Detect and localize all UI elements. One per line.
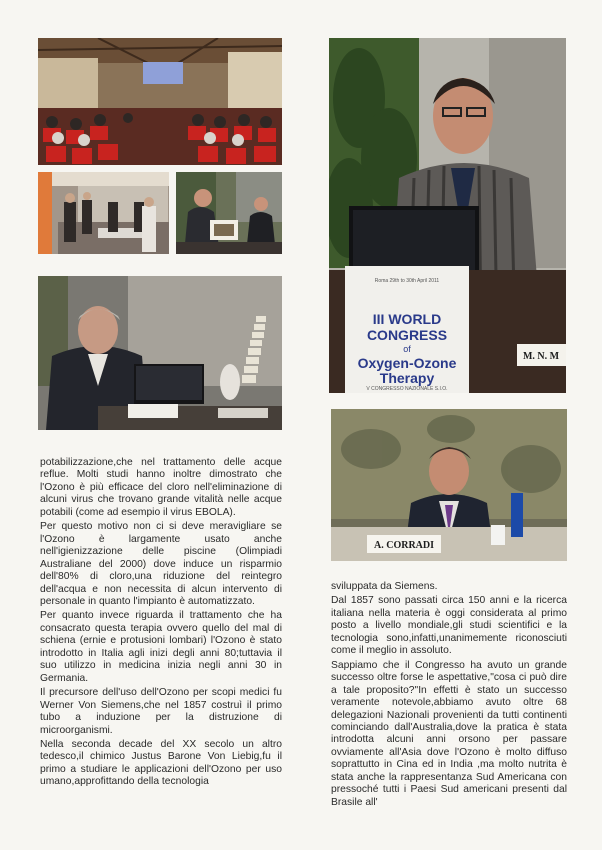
article-column-left [40, 457, 282, 789]
article-paragraph: Per questo motivo non ci si deve meravigliare se l'Ozono è largamente usato anche nell'igienizzazione delle piscine (Olimpiadi Australiane del 2000) dove induce un risparmio dell'80% di cloro,una riduzione del reintegro dell'acqua e non necessita di alcun intervento di personale in quanto l'impianto è automatizzato. [40, 521, 282, 607]
banner-line5: Therapy [379, 370, 435, 386]
corradi-nameplate: A. CORRADI [374, 540, 434, 551]
banner-line6: V CONGRESSO NAZIONALE S.I.O. [366, 386, 448, 392]
photo-speaker-corradi [331, 409, 567, 561]
article-paragraph: Il precursore dell'uso dell'Ozono per scopi medici fu Werner Von Siemens,che nel 1857 costruì il primo tubo a induzione per la distruzione di microorganismi. [40, 687, 282, 736]
banner-dates: Roma 29th to 30th April 2011 [374, 278, 440, 284]
banner-line2: CONGRESS [366, 327, 448, 343]
article-paragraph: potabilizzazione,che nel trattamento delle acque reflue. Molti studi hanno inoltre dimostrato che l'Ozono è più efficace del cloro nell'eliminazione di alcuni virus che trovano grande vitalità nelle acque potabili (come ad esempio il virus EBOLA). [40, 457, 282, 518]
banner-line1: III WORLD [372, 311, 442, 327]
photo-award-presentation [176, 172, 282, 254]
banner-line3: of [403, 344, 411, 354]
article-paragraph: Sappiamo che il Congresso ha avuto un grande successo oltre forse le aspettative,"cosa ci può dire a tale proposito?"In effetti è stato un successo veramente notevole,abbiamo avuto oltre 68 delegazioni Nazionali provenienti da tutti continenti cominciando dall'Australia,dove la pratica è stata introdotta alcuni anni orsono per passare ovviamente all'Asia dove l'Ozono è molto diffuso soprattutto in Cina ed in India ,ma molto nutrita è stata anche la rappresentanza Sud Americana con pressoché tutti i Paesi Sud americani presenti dal Brasile all' [331, 659, 567, 808]
article-paragraph: sviluppata da Siemens. [331, 581, 438, 592]
photo-speaker-podium [329, 38, 566, 393]
article-paragraph: Per quanto invece riguarda il trattamento che ha consacrato questa terapia ovvero quello del mal di schiena (ernie e protusioni lombari) l'Ozono è stato introdotto in Italia agli inizi degli anni 80;tuttavia il suo utilizzo in medicina inizia negli anni 30 in Germania. [40, 610, 282, 684]
photo-conference-hall [38, 38, 282, 165]
photo-presenter-spine-model [38, 276, 282, 430]
photo-reception-room [38, 172, 169, 254]
speaker-nameplate: M. N. M [522, 351, 560, 362]
article-paragraph: Dal 1857 sono passati circa 150 anni e la ricerca italiana nella materia è oggi considerata al primo posto a livello mondiale,gli studi scientifici e la tecnologia sono,infatti,unanimemente riconosciuti come il meglio in assoluto. [331, 595, 567, 657]
article-paragraph: Nella seconda decade del XX secolo un altro tedesco,il chimico Justus Barone Von Liebig,fu il primo a studiare le applicazioni dell'Ozono per uso umano,approfittando della tecnologia [40, 738, 282, 788]
article-column-right [331, 581, 567, 809]
banner-line4: Oxygen-Ozone [357, 355, 457, 371]
